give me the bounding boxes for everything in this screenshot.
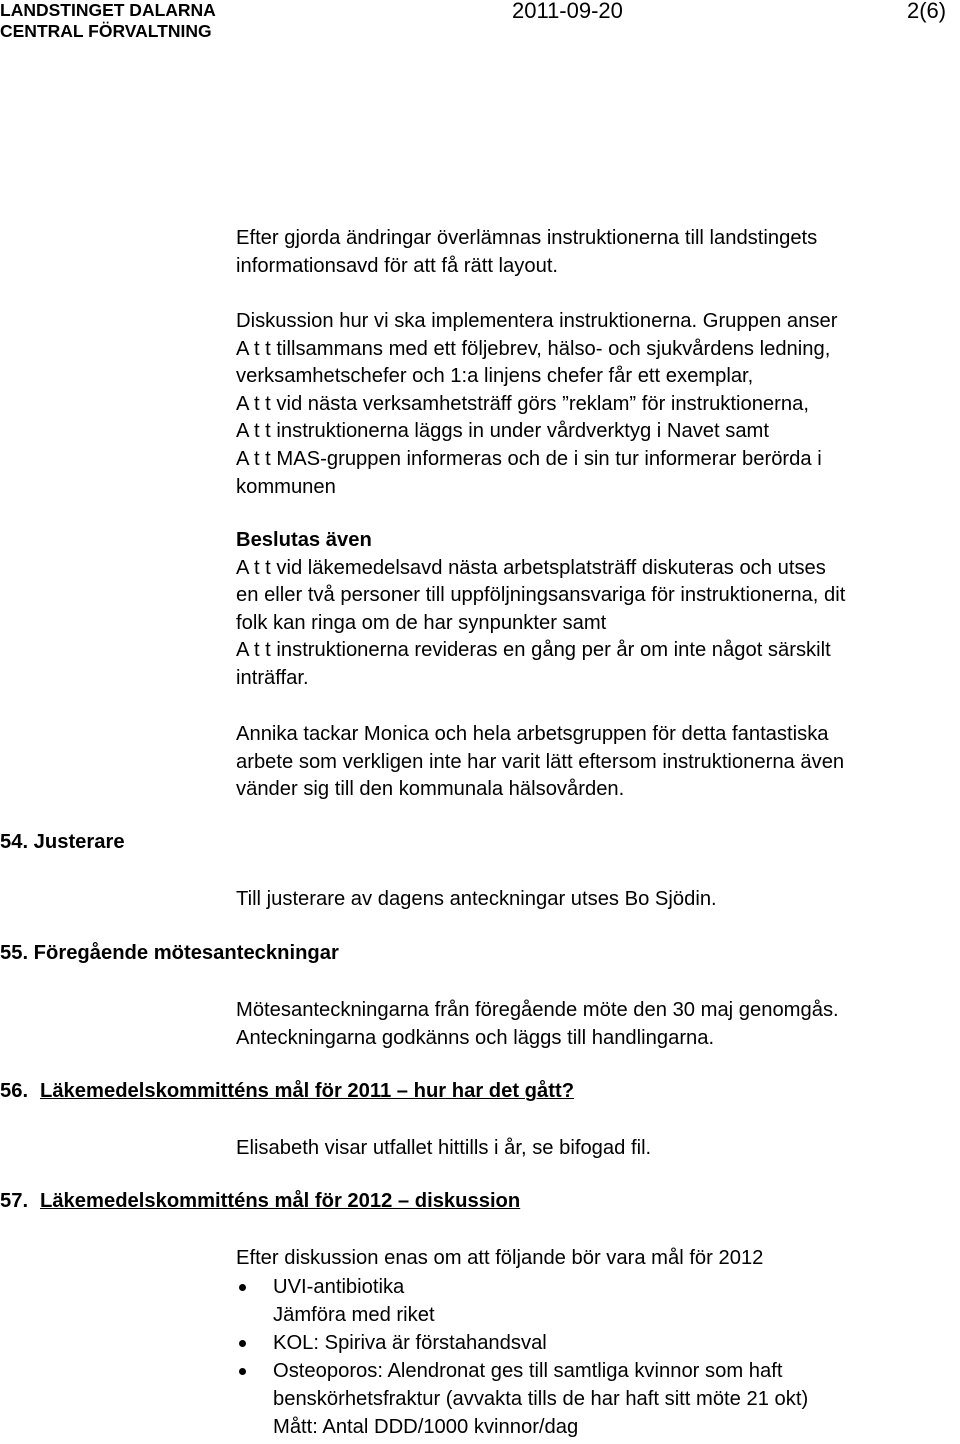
paragraph-decision [236, 527, 960, 693]
page-header [0, 0, 960, 45]
text-line: Anteckningarna godkänns och läggs till handlingarna. [236, 1026, 715, 1049]
text-line: Diskussion hur vi ska implementera instruktionerna. Gruppen anser [236, 310, 838, 332]
section-heading-55: 55. Föregående mötesanteckningar [0, 942, 339, 964]
text-line: Mått: Antal DDD/1000 kvinnor/dag [273, 1416, 579, 1438]
text-line: Efter gjorda ändringar överlämnas instruktionerna till landstingets [236, 227, 818, 249]
organization-name [0, 0, 216, 42]
text-line: KOL: Spiriva är förstahandsval [273, 1332, 547, 1354]
text-line: verksamhetschefer och 1:a linjens chefer får ett exemplar, [236, 365, 754, 388]
text-line: arbete som verkligen inte har varit lätt eftersom instruktionerna även [236, 750, 845, 773]
list-item [236, 1357, 960, 1441]
text-line: Mötesanteckningarna från föregående möte den 30 maj genomgås. [236, 999, 839, 1021]
text-line: UVI-antibiotika [273, 1276, 405, 1298]
list-item [236, 1329, 960, 1357]
section-heading-56 [0, 1080, 574, 1103]
section-text-56 [236, 1135, 960, 1163]
decision-heading: Beslutas även [236, 529, 372, 551]
text-line: Efter diskussion enas om att följande bör vara mål för 2012 [236, 1247, 764, 1269]
text-line: Elisabeth visar utfallet hittills i år, se bifogad fil. [236, 1137, 652, 1159]
text-line: vänder sig till den kommunala hälsovården. [236, 778, 625, 801]
text-line: A t t vid nästa verksamhetsträff görs ”reklam” för instruktionerna, [236, 392, 809, 415]
paragraph-layout [236, 225, 960, 280]
text-line: benskörhetsfraktur (avvakta tills de har haft sitt möte 21 okt) [273, 1388, 809, 1410]
text-line: kommunen [236, 475, 336, 498]
org-line-2: CENTRAL FÖRVALTNING [0, 21, 212, 41]
text-line: Annika tackar Monica och hela arbetsgruppen för detta fantastiska [236, 723, 829, 745]
section-intro-57 [236, 1245, 960, 1273]
section-title: Läkemedelskommitténs mål för 2012 – diskussion [40, 1190, 521, 1212]
bullet-icon [239, 1340, 246, 1347]
text-line: Jämföra med riket [273, 1304, 435, 1326]
section-text-55 [236, 997, 960, 1052]
bullet-icon [239, 1368, 246, 1375]
section-heading-57 [0, 1190, 520, 1213]
section-heading-54: 54. Justerare [0, 831, 125, 853]
section-text-54 [236, 886, 960, 914]
goals-list [236, 1273, 960, 1441]
document-date: 2011-09-20 [512, 0, 623, 23]
text-line: Osteoporos: Alendronat ges till samtliga kvinnor som haft [273, 1360, 783, 1382]
org-line-1: LANDSTINGET DALARNA [0, 0, 216, 20]
page-number: 2(6) [907, 0, 947, 23]
text-line: informationsavd för att få rätt layout. [236, 254, 559, 277]
text-line: A t t tillsammans med ett följebrev, hälso- och sjukvårdens ledning, [236, 337, 831, 360]
text-line: A t t vid läkemedelsavd nästa arbetsplatsträff diskuteras och utses [236, 556, 826, 579]
text-line: en eller två personer till uppföljningsansvariga för instruktionerna, dit [236, 584, 846, 607]
text-line: inträffar. [236, 666, 309, 689]
text-line: A t t MAS-gruppen informeras och de i sin tur informerar berörda i [236, 447, 822, 470]
text-line: folk kan ringa om de har synpunkter samt [236, 611, 607, 634]
text-line: A t t instruktionerna läggs in under vårdverktyg i Navet samt [236, 420, 769, 443]
text-line: A t t instruktionerna revideras en gång per år om inte något särskilt [236, 639, 831, 662]
list-item [236, 1273, 960, 1329]
paragraph-thanks [236, 721, 960, 804]
text-line: Till justerare av dagens anteckningar utses Bo Sjödin. [236, 888, 717, 910]
bullet-icon [239, 1284, 246, 1291]
section-number: 57. [0, 1190, 29, 1212]
paragraph-implementation [236, 308, 960, 501]
section-number: 56. [0, 1080, 29, 1102]
section-title: Läkemedelskommitténs mål för 2011 – hur har det gått? [40, 1080, 575, 1102]
